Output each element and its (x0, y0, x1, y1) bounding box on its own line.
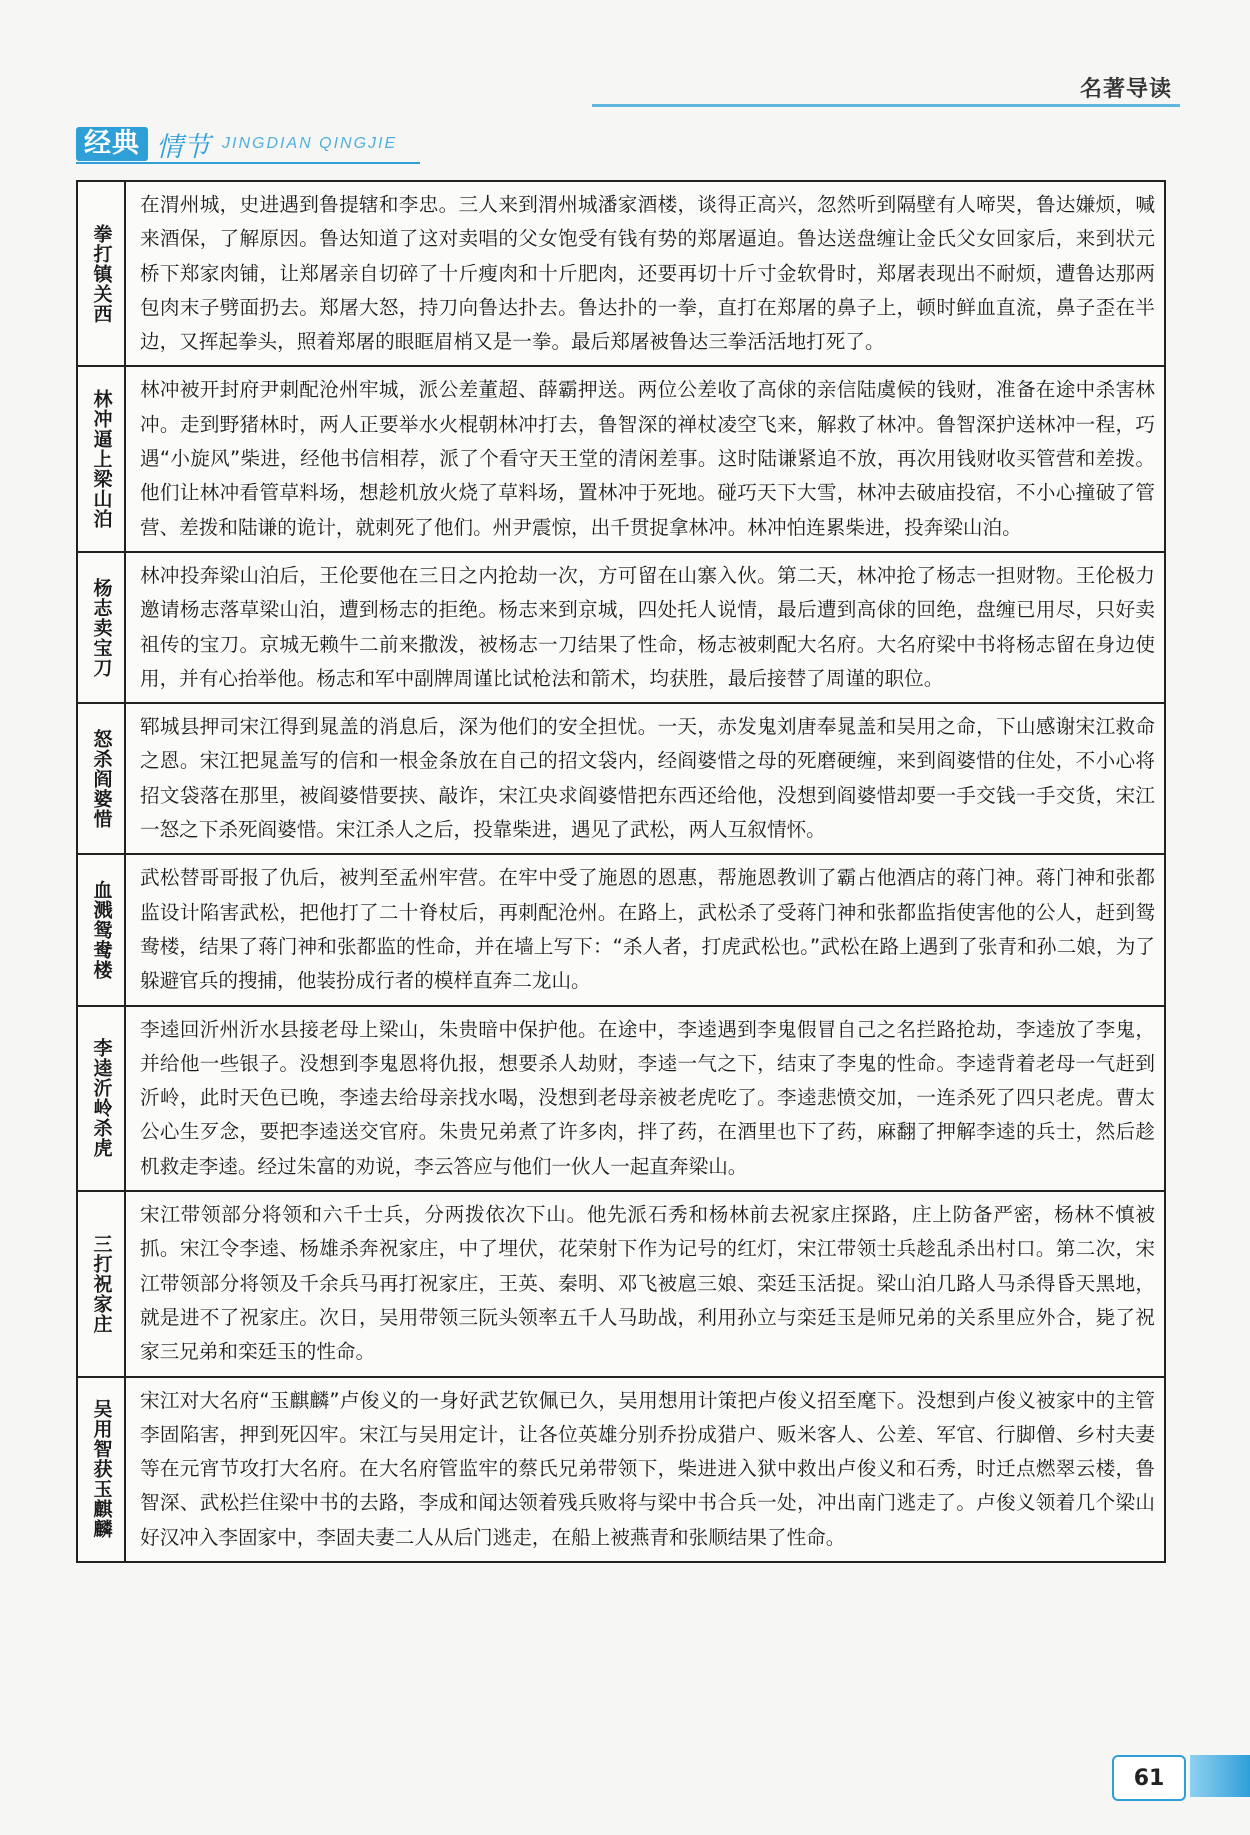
row-text: 宋江带领部分将领和六千士兵，分两拨依次下山。他先派石秀和杨林前去祝家庄探路，庄上防备严密，杨林不慎被抓。宋江令李逵、杨雄杀奔祝家庄，中了埋伏，花荣射下作为记号的红灯，宋江带领士兵趁乱杀出村口。第二次，宋江带领部分将领及千余兵马再打祝家庄，王英、秦明、邓飞被扈三娘、栾廷玉活捉。梁山泊几路人马杀得昏天黑地，就是进不了祝家庄。次日，吴用带领三阮头领率五千人马助战，利用孙立与栾廷玉是师兄弟的关系里应外合，毙了祝家三兄弟和栾廷玉的性命。 (140, 1203, 1155, 1364)
row-title-cell (78, 704, 126, 853)
row-title: 怒杀阎婆惜 (90, 728, 113, 829)
table-row (78, 704, 1164, 855)
page-number-bar (1190, 1755, 1250, 1797)
row-text: 在渭州城，史进遇到鲁提辖和李忠。三人来到渭州城潘家酒楼，谈得正高兴，忽然听到隔壁有人啼哭，鲁达嫌烦，喊来酒保，了解原因。鲁达知道了这对卖唱的父女饱受有钱有势的郑屠逼迫。鲁达送盘缠让金氏父女回家后，来到状元桥下郑家肉铺，让郑屠亲自切碎了十斤瘦肉和十斤肥肉，还要再切十斤寸金软骨时，郑屠表现出不耐烦，遭鲁达那两包肉末子劈面扔去。郑屠大怒，持刀向鲁达扑去。鲁达扑的一拳，直打在郑屠的鼻子上，顿时鲜血直流，鼻子歪在半边，又挥起拳头，照着郑屠的眼眶眉梢又是一拳。最后郑屠被鲁达三拳活活地打死了。 (140, 193, 1155, 354)
row-title-cell (78, 1007, 126, 1190)
plot-table (76, 180, 1166, 1563)
section-title (76, 126, 397, 162)
row-title-cell (78, 1192, 126, 1375)
section-title-rule (76, 162, 420, 164)
row-title: 血溅鸳鸯楼 (90, 879, 113, 980)
row-text: 林冲投奔梁山泊后，王伦要他在三日之内抢劫一次，方可留在山寨入伙。第二天，林冲抢了杨志一担财物。王伦极力邀请杨志落草梁山泊，遭到杨志的拒绝。杨志来到京城，四处托人说情，最后遭到高俅的回绝，盘缠已用尽，只好卖祖传的宝刀。京城无赖牛二前来撒泼，被杨志一刀结果了性命，杨志被刺配大名府。大名府梁中书将杨志留在身边使用，并有心抬举他。杨志和军中副牌周谨比试枪法和箭术，均获胜，最后接替了周谨的职位。 (140, 563, 1155, 690)
row-title-cell (78, 855, 126, 1004)
row-title: 林冲逼上梁山泊 (90, 389, 113, 530)
row-title: 三打祝家庄 (90, 1233, 113, 1334)
row-text: 林冲被开封府尹刺配沧州牢城，派公差董超、薛霸押送。两位公差收了高俅的亲信陆虞候的钱财，准备在途中杀害林冲。走到野猪林时，两人正要举水火棍朝林冲打去，鲁智深的禅杖凌空飞来，解救了林冲。鲁智深护送林冲一程，巧遇“小旋风”柴进，经他书信相荐，派了个看守天王堂的清闲差事。这时陆谦紧追不放，再次用钱财收买管营和差拨。他们让林冲看管草料场，想趁机放火烧了草料场，置林冲于死地。碰巧天下大雪，林冲去破庙投宿，不小心撞破了管营、差拨和陆谦的诡计，就刺死了他们。州尹震惊，出千贯捉拿林冲。林冲怕连累柴进，投奔梁山泊。 (140, 378, 1155, 539)
row-title: 杨志卖宝刀 (90, 577, 113, 678)
row-text: 郓城县押司宋江得到晁盖的消息后，深为他们的安全担忧。一天，赤发鬼刘唐奉晁盖和吴用之命，下山感谢宋江救命之恩。宋江把晁盖写的信和一根金条放在自己的招文袋内，经阎婆惜之母的死磨硬缠，来到阎婆惜的住处，不小心将招文袋落在那里，被阎婆惜要挟、敲诈，宋江央求阎婆惜把东西还给他，没想到阎婆惜却要一手交钱一手交货，宋江一怒之下杀死阎婆惜。宋江杀人之后，投靠柴进，遇见了武松，两人互叙情怀。 (140, 715, 1155, 842)
row-title: 拳打镇关西 (90, 223, 113, 324)
row-text: 李逵回沂州沂水县接老母上梁山，朱贵暗中保护他。在途中，李逵遇到李鬼假冒自己之名拦路抢劫，李逵放了李鬼，并给他一些银子。没想到李鬼恩将仇报，想要杀人劫财，李逵一气之下，结束了李鬼的性命。李逵背着老母一气赶到沂岭，此时天色已晚，李逵去给母亲找水喝，没想到老母亲被老虎吃了。李逵悲愤交加，一连杀死了四只老虎。曹太公心生歹念，要把李逵送交官府。朱贵兄弟煮了许多肉，拌了药，在酒里也下了药，麻翻了押解李逵的兵士，然后趁机救走李逵。经过朱富的劝说，李云答应与他们一伙人一起直奔梁山。 (140, 1017, 1155, 1178)
table-row (78, 1378, 1164, 1563)
row-title-cell (78, 182, 126, 365)
table-row (78, 367, 1164, 552)
header-rule (592, 104, 1180, 107)
section-title-pinyin: JINGDIAN QINGJIE (222, 135, 398, 152)
row-title: 吴用智获玉麒麟 (90, 1399, 113, 1540)
row-text: 武松替哥哥报了仇后，被判至孟州牢营。在牢中受了施恩的恩惠，帮施恩教训了霸占他酒店的蒋门神。蒋门神和张都监设计陷害武松，把他打了二十脊杖后，再刺配沧州。在路上，武松杀了受蒋门神和张都监指使害他的公人，赶到鸳鸯楼，结果了蒋门神和张都监的性命，并在墙上写下：“杀人者，打虎武松也。”武松在路上遇到了张青和孙二娘，为了躲避官兵的搜捕，他装扮成行者的模样直奔二龙山。 (140, 866, 1155, 993)
row-title-cell (78, 1378, 126, 1561)
row-title-cell (78, 367, 126, 550)
table-row (78, 553, 1164, 704)
book-section-label: 名著导读 (1080, 77, 1173, 102)
section-title-main: 经典 (76, 127, 148, 161)
row-title: 李逵沂岭杀虎 (90, 1038, 113, 1159)
page-number: 61 (1112, 1755, 1186, 1801)
row-title-cell (78, 553, 126, 702)
table-row (78, 1192, 1164, 1377)
table-row (78, 182, 1164, 367)
row-text: 宋江对大名府“玉麒麟”卢俊义的一身好武艺钦佩已久，吴用想用计策把卢俊义招至麾下。没想到卢俊义被家中的主管李固陷害，押到死囚牢。宋江与吴用定计，让各位英雄分别乔扮成猎户、贩米客人、公差、军官、行脚僧、乡村夫妻等在元宵节攻打大名府。在大名府管监牢的蔡氏兄弟带领下，柴进进入狱中救出卢俊义和石秀，时迁点燃翠云楼，鲁智深、武松拦住梁中书的去路，李成和闻达领着残兵败将与梁中书合兵一处，冲出南门逃走了。卢俊义领着几个梁山好汉冲入李固家中，李固夫妻二人从后门逃走，在船上被燕青和张顺结果了性命。 (140, 1388, 1155, 1549)
section-title-sub: 情节 (156, 131, 210, 163)
table-row (78, 855, 1164, 1006)
table-row (78, 1007, 1164, 1192)
